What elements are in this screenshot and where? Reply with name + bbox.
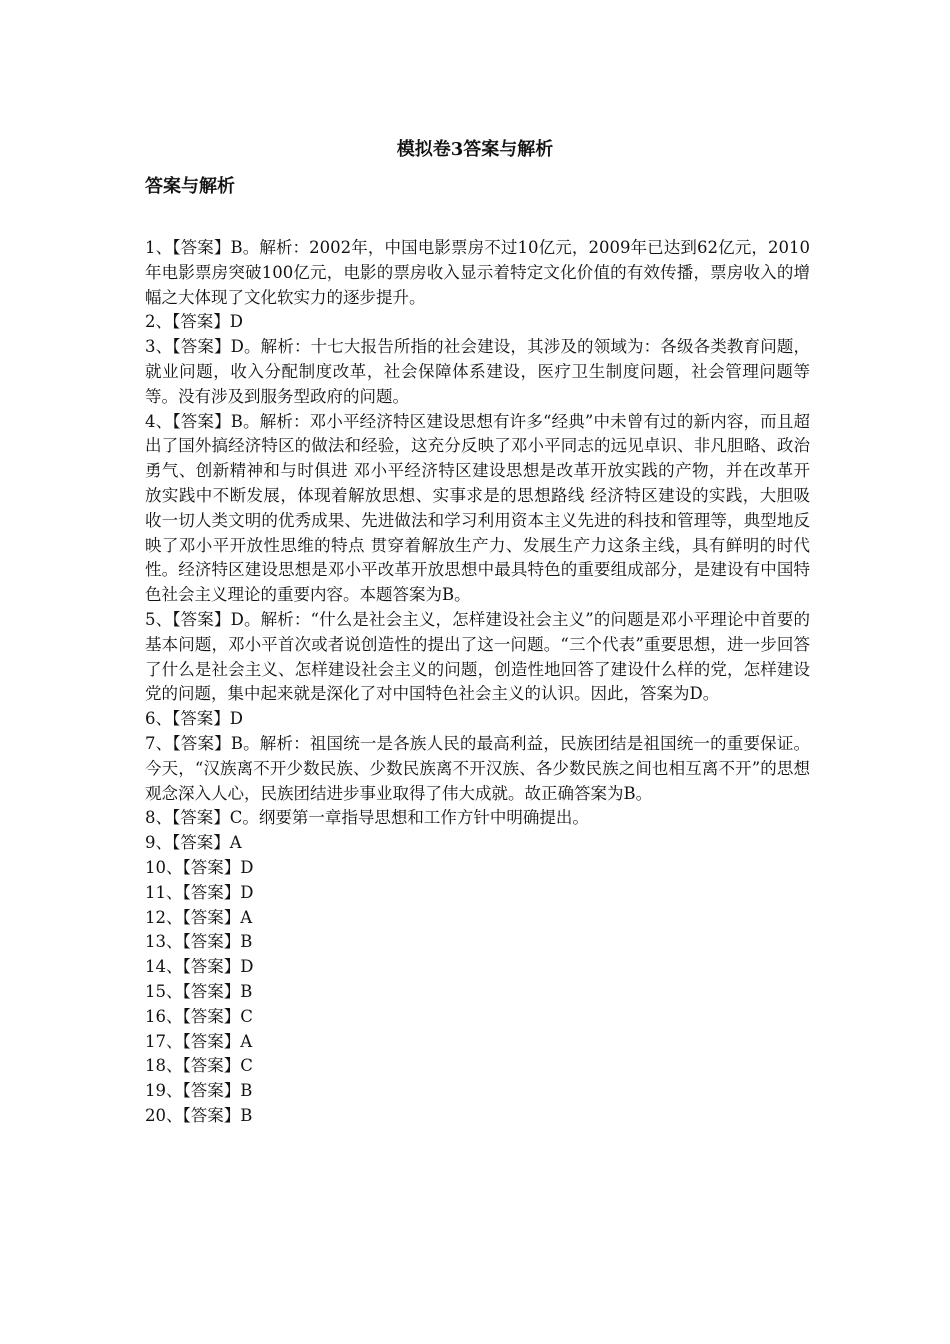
answer-item-1: 1、【答案】B。解析：2002年，中国电影票房不过10亿元，2009年已达到62亿元，2010年电影票房突破100亿元，电影的票房收入显示着特定文化价值的有效传播，票房收入的增幅之大体现了文化软实力的逐步提升。	[145, 238, 810, 307]
answer-item-14: 14、【答案】D	[145, 957, 254, 977]
answer-item-13: 13、【答案】B	[145, 932, 253, 952]
answer-item-4: 4、【答案】B。解析：邓小平经济特区建设思想有许多“经典”中未曾有过的新内容，而且超出了国外搞经济特区的做法和经验，这充分反映了邓小平同志的远见卓识、非凡胆略、政治勇气、创新精神和与时俱进 邓小平经济特区建设思想是改革开放实践的产物，并在改革开放实践中不断发展，体现着解放思想、实事求是的思想路线 经济特区建设的实践，大胆吸收一切人类文明的优秀成果、先进做法和学习利用资本主义先进的科技和管理等，典型地反映了邓小平开放性思维的特点 贯穿着解放生产力、发展生产力这条主线，具有鲜明的时代性。经济特区建设思想是邓小平改革开放思想中最具特色的重要组成部分，是建设有中国特色社会主义理论的重要内容。本题答案为B。	[145, 411, 810, 605]
answer-item-18: 18、【答案】C	[145, 1056, 253, 1076]
answer-item-8: 8、【答案】C。纲要第一章指导思想和工作方针中明确提出。	[145, 808, 589, 828]
answer-item-7: 7、【答案】B。解析：祖国统一是各族人民的最高利益，民族团结是祖国统一的重要保证。今天，“汉族离不开少数民族、少数民族离不开汉族、各少数民族之间也相互离不开”的思想观念深入人心，民族团结进步事业取得了伟大成就。故正确答案为B。	[145, 733, 810, 803]
answer-item-15: 15、【答案】B	[145, 981, 253, 1001]
answer-item-16: 16、【答案】C	[145, 1006, 253, 1026]
answer-item-2: 2、【答案】D	[145, 312, 243, 332]
answer-item-11: 11、【答案】D	[145, 882, 254, 902]
answer-item-3: 3、【答案】D。解析：十七大报告所指的社会建设，其涉及的领域为：各级各类教育问题，就业问题，收入分配制度改革，社会保障体系建设，医疗卫生制度问题，社会管理问题等等。没有涉及到服务型政府的问题。	[145, 337, 810, 406]
answer-item-19: 19、【答案】B	[145, 1081, 253, 1101]
answer-item-6: 6、【答案】D	[145, 709, 243, 729]
answer-list	[145, 236, 810, 1129]
answer-item-12: 12、【答案】A	[145, 907, 253, 927]
answer-item-9: 9、【答案】A	[145, 833, 242, 853]
answer-item-10: 10、【答案】D	[145, 857, 254, 877]
answer-item-17: 17、【答案】A	[145, 1031, 253, 1051]
answer-item-5: 5、【答案】D。解析：“什么是社会主义，怎样建设社会主义”的问题是邓小平理论中首要的基本问题，邓小平首次或者说创造性的提出了这一问题。“三个代表”重要思想，进一步回答了什么是社会主义、怎样建设社会主义的问题，创造性地回答了建设什么样的党，怎样建设党的问题，集中起来就是深化了对中国特色社会主义的认识。因此，答案为D。	[145, 609, 810, 704]
answer-item-20: 20、【答案】B	[145, 1105, 253, 1125]
document-title: 模拟卷3答案与解析	[396, 139, 554, 160]
section-title: 答案与解析	[145, 176, 235, 197]
